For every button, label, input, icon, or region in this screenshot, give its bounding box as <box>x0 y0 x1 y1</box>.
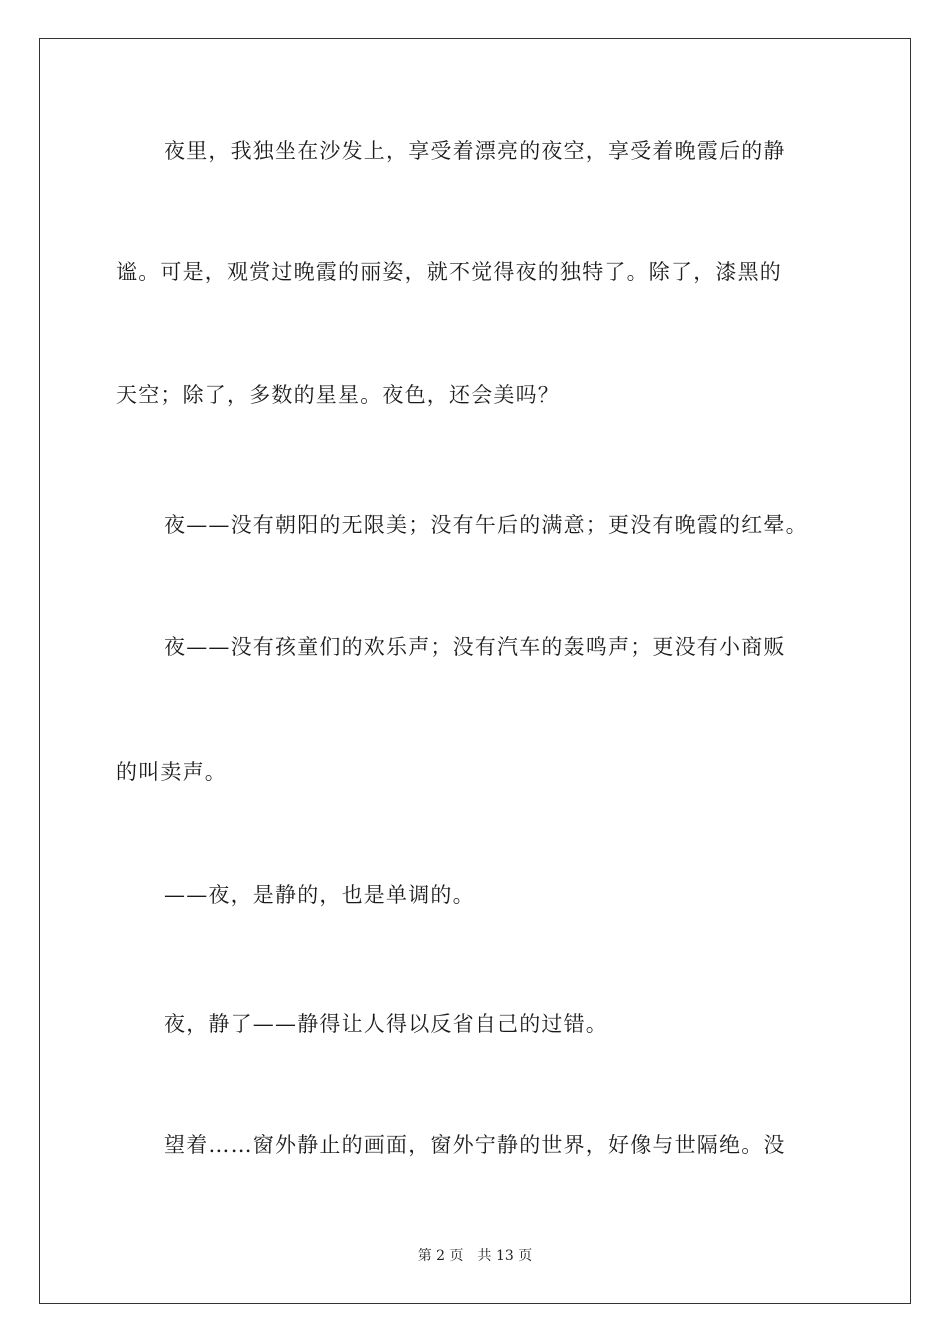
paragraph-line-7: ——夜，是静的，也是单调的。 <box>164 883 475 907</box>
paragraph-line-5: 夜——没有孩童们的欢乐声；没有汽车的轰鸣声；更没有小商贩 <box>164 635 786 659</box>
paragraph-line-9: 望着……窗外静止的画面，窗外宁静的世界，好像与世隔绝。没 <box>164 1133 786 1157</box>
paragraph-line-1: 夜里，我独坐在沙发上，享受着漂亮的夜空，享受着晚霞后的静 <box>164 139 786 163</box>
paragraph-line-3: 天空；除了，多数的星星。夜色，还会美吗？ <box>116 383 560 407</box>
paragraph-line-6: 的叫卖声。 <box>116 760 227 784</box>
page-border <box>39 38 911 1304</box>
page-total: 共 13 页 <box>477 1248 533 1264</box>
paragraph-line-8: 夜，静了——静得让人得以反省自己的过错。 <box>164 1012 608 1036</box>
paragraph-line-2: 谧。可是，观赏过晚霞的丽姿，就不觉得夜的独特了。除了，漆黑的 <box>116 260 782 284</box>
page-number: 第 2 页 <box>417 1248 464 1264</box>
paragraph-line-4: 夜——没有朝阳的无限美；没有午后的满意；更没有晚霞的红晕。 <box>164 513 808 537</box>
page-footer <box>0 1246 950 1266</box>
